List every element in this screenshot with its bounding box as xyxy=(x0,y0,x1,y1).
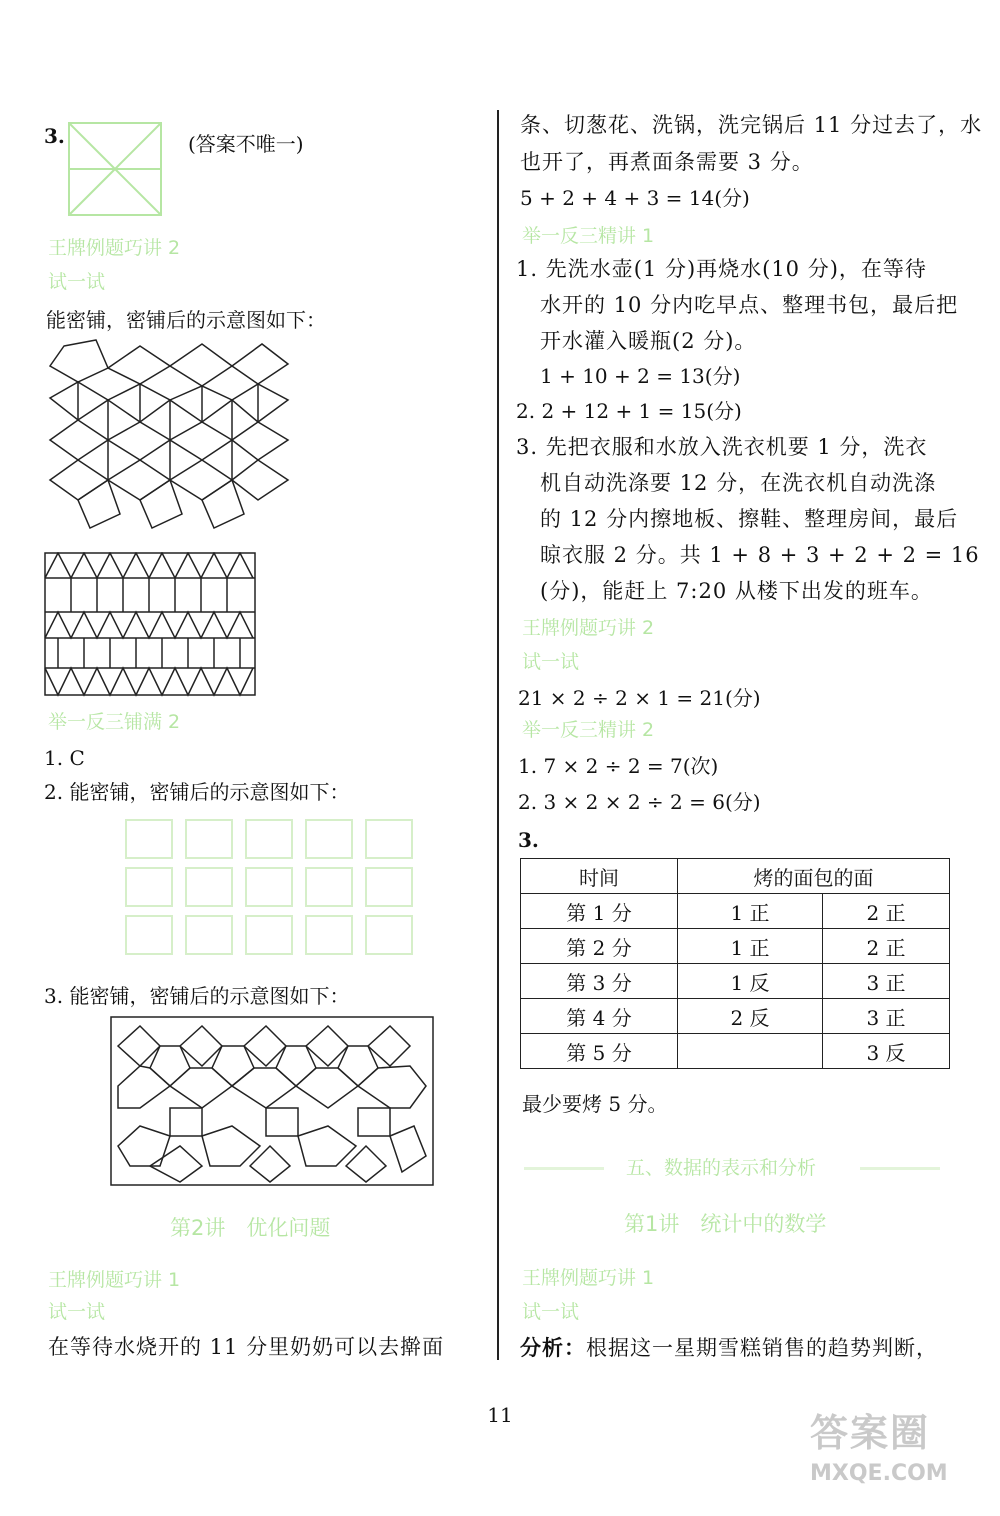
unit-banner xyxy=(524,1154,940,1184)
unit-banner-text: 五、数据的表示和分析 xyxy=(626,1157,817,1179)
item-3-line-3: 的 12 分内擦地板、擦鞋、整理房间，最后 xyxy=(540,507,959,531)
table-cell: 1 正 xyxy=(678,894,823,929)
green-heading-r5: 王牌例题巧讲 1 xyxy=(522,1267,655,1289)
tessellation-figure-1 xyxy=(44,338,294,538)
header-time: 时间 xyxy=(521,859,678,894)
analysis-line xyxy=(520,1330,938,1366)
paragraph-1-line-1: 条、切葱花、洗锅，洗完锅后 11 分过去了，水 xyxy=(520,113,983,137)
watermark-bottom: MXQE.COM xyxy=(810,1461,948,1486)
bread-table xyxy=(520,858,950,1069)
item-3-line-4: 晾衣服 2 分。共 1 + 8 + 3 + 2 + 2 = 16 xyxy=(540,543,980,567)
table-row xyxy=(521,929,950,964)
lecture-title: 第1讲 统计中的数学 xyxy=(624,1212,827,1236)
table-cell: 1 反 xyxy=(678,964,823,999)
green-heading-r1: 举一反三精讲 1 xyxy=(522,225,655,247)
table-cell: 2 正 xyxy=(823,894,950,929)
item-2: 2. 2 + 12 + 1 = 15(分) xyxy=(516,399,742,423)
table-row xyxy=(521,964,950,999)
item-1-equation: 1 + 10 + 2 = 13(分) xyxy=(540,364,741,388)
table-header-row xyxy=(521,859,950,894)
column-divider xyxy=(497,110,499,1360)
answer-2: 2. 能密铺，密铺后的示意图如下： xyxy=(44,780,350,804)
green-heading-2: 试一试 xyxy=(48,271,106,293)
item-1-line-3: 开水灌入暖瓶(2 分)。 xyxy=(540,329,757,353)
item-3-line-5: (分)，能赶上 7:20 从楼下出发的班车。 xyxy=(540,579,933,603)
answer-min: 最少要烤 5 分。 xyxy=(522,1092,668,1116)
table-cell xyxy=(678,1034,823,1069)
page-number: 11 xyxy=(487,1403,513,1427)
item-3-line-2: 机自动洗涤要 12 分，在洗衣机自动洗涤 xyxy=(540,471,937,495)
item-j1: 1. 7 × 2 ÷ 2 = 7(次) xyxy=(518,754,719,778)
table-cell: 3 正 xyxy=(823,999,950,1034)
equation-2: 21 × 2 ÷ 2 × 1 = 21(分) xyxy=(518,686,761,710)
q3-figure xyxy=(64,118,166,220)
answer-1: 1. C xyxy=(44,746,85,770)
item-j3: 3. xyxy=(518,828,539,852)
tessellation-figure-3 xyxy=(110,1016,434,1186)
green-heading-r4: 举一反三精讲 2 xyxy=(522,719,655,741)
item-1-line-1: 1. 先洗水壶(1 分)再烧水(10 分)，在等待 xyxy=(516,257,927,281)
watermark-top: 答案圈 xyxy=(810,1411,931,1455)
table-row xyxy=(521,999,950,1034)
green-heading-5: 试一试 xyxy=(48,1301,106,1323)
green-heading-4: 王牌例题巧讲 1 xyxy=(48,1269,181,1291)
banner-rule-right xyxy=(860,1167,940,1170)
bottom-line: 在等待水烧开的 11 分里奶奶可以去擀面 xyxy=(48,1335,445,1359)
analysis-text: 根据这一星期雪糕销售的趋势判断， xyxy=(586,1336,938,1360)
item-j2: 2. 3 × 2 × 2 ÷ 2 = 6(分) xyxy=(518,790,761,814)
faint-tessellation-figure xyxy=(118,812,418,964)
watermark-logo xyxy=(810,1402,948,1486)
green-heading-r2: 王牌例题巧讲 2 xyxy=(522,617,655,639)
answer-3: 3. 能密铺，密铺后的示意图如下： xyxy=(44,984,350,1008)
table-row xyxy=(521,1034,950,1069)
green-heading-3: 举一反三铺满 2 xyxy=(48,711,181,733)
q3-note: (答案不唯一) xyxy=(188,132,304,156)
tessellate-line: 能密铺，密铺后的示意图如下： xyxy=(46,308,326,332)
green-heading-r3: 试一试 xyxy=(522,651,580,673)
paragraph-1-line-2: 也开了，再煮面条需要 3 分。 xyxy=(520,150,814,174)
equation-1: 5 + 2 + 4 + 3 = 14(分) xyxy=(520,186,750,210)
table-cell: 第 3 分 xyxy=(521,964,678,999)
table-cell: 第 5 分 xyxy=(521,1034,678,1069)
item-3-line-1: 3. 先把衣服和水放入洗衣机要 1 分，洗衣 xyxy=(516,435,928,459)
table-cell: 第 1 分 xyxy=(521,894,678,929)
table-cell: 第 4 分 xyxy=(521,999,678,1034)
green-heading-1: 王牌例题巧讲 2 xyxy=(48,237,181,259)
q3-number: 3. xyxy=(44,124,65,148)
table-cell: 2 正 xyxy=(823,929,950,964)
table-row xyxy=(521,894,950,929)
table-cell: 2 反 xyxy=(678,999,823,1034)
section-title: 第2讲 优化问题 xyxy=(170,1216,331,1240)
header-sides: 烤的面包的面 xyxy=(678,859,950,894)
table-cell: 3 反 xyxy=(823,1034,950,1069)
table-cell: 第 2 分 xyxy=(521,929,678,964)
table-cell: 3 正 xyxy=(823,964,950,999)
analysis-label: 分析： xyxy=(520,1335,586,1360)
item-1-line-2: 水开的 10 分内吃早点、整理书包，最后把 xyxy=(540,293,959,317)
table-cell: 1 正 xyxy=(678,929,823,964)
banner-rule-left xyxy=(524,1167,604,1170)
green-heading-r6: 试一试 xyxy=(522,1301,580,1323)
tessellation-figure-2 xyxy=(44,552,258,698)
